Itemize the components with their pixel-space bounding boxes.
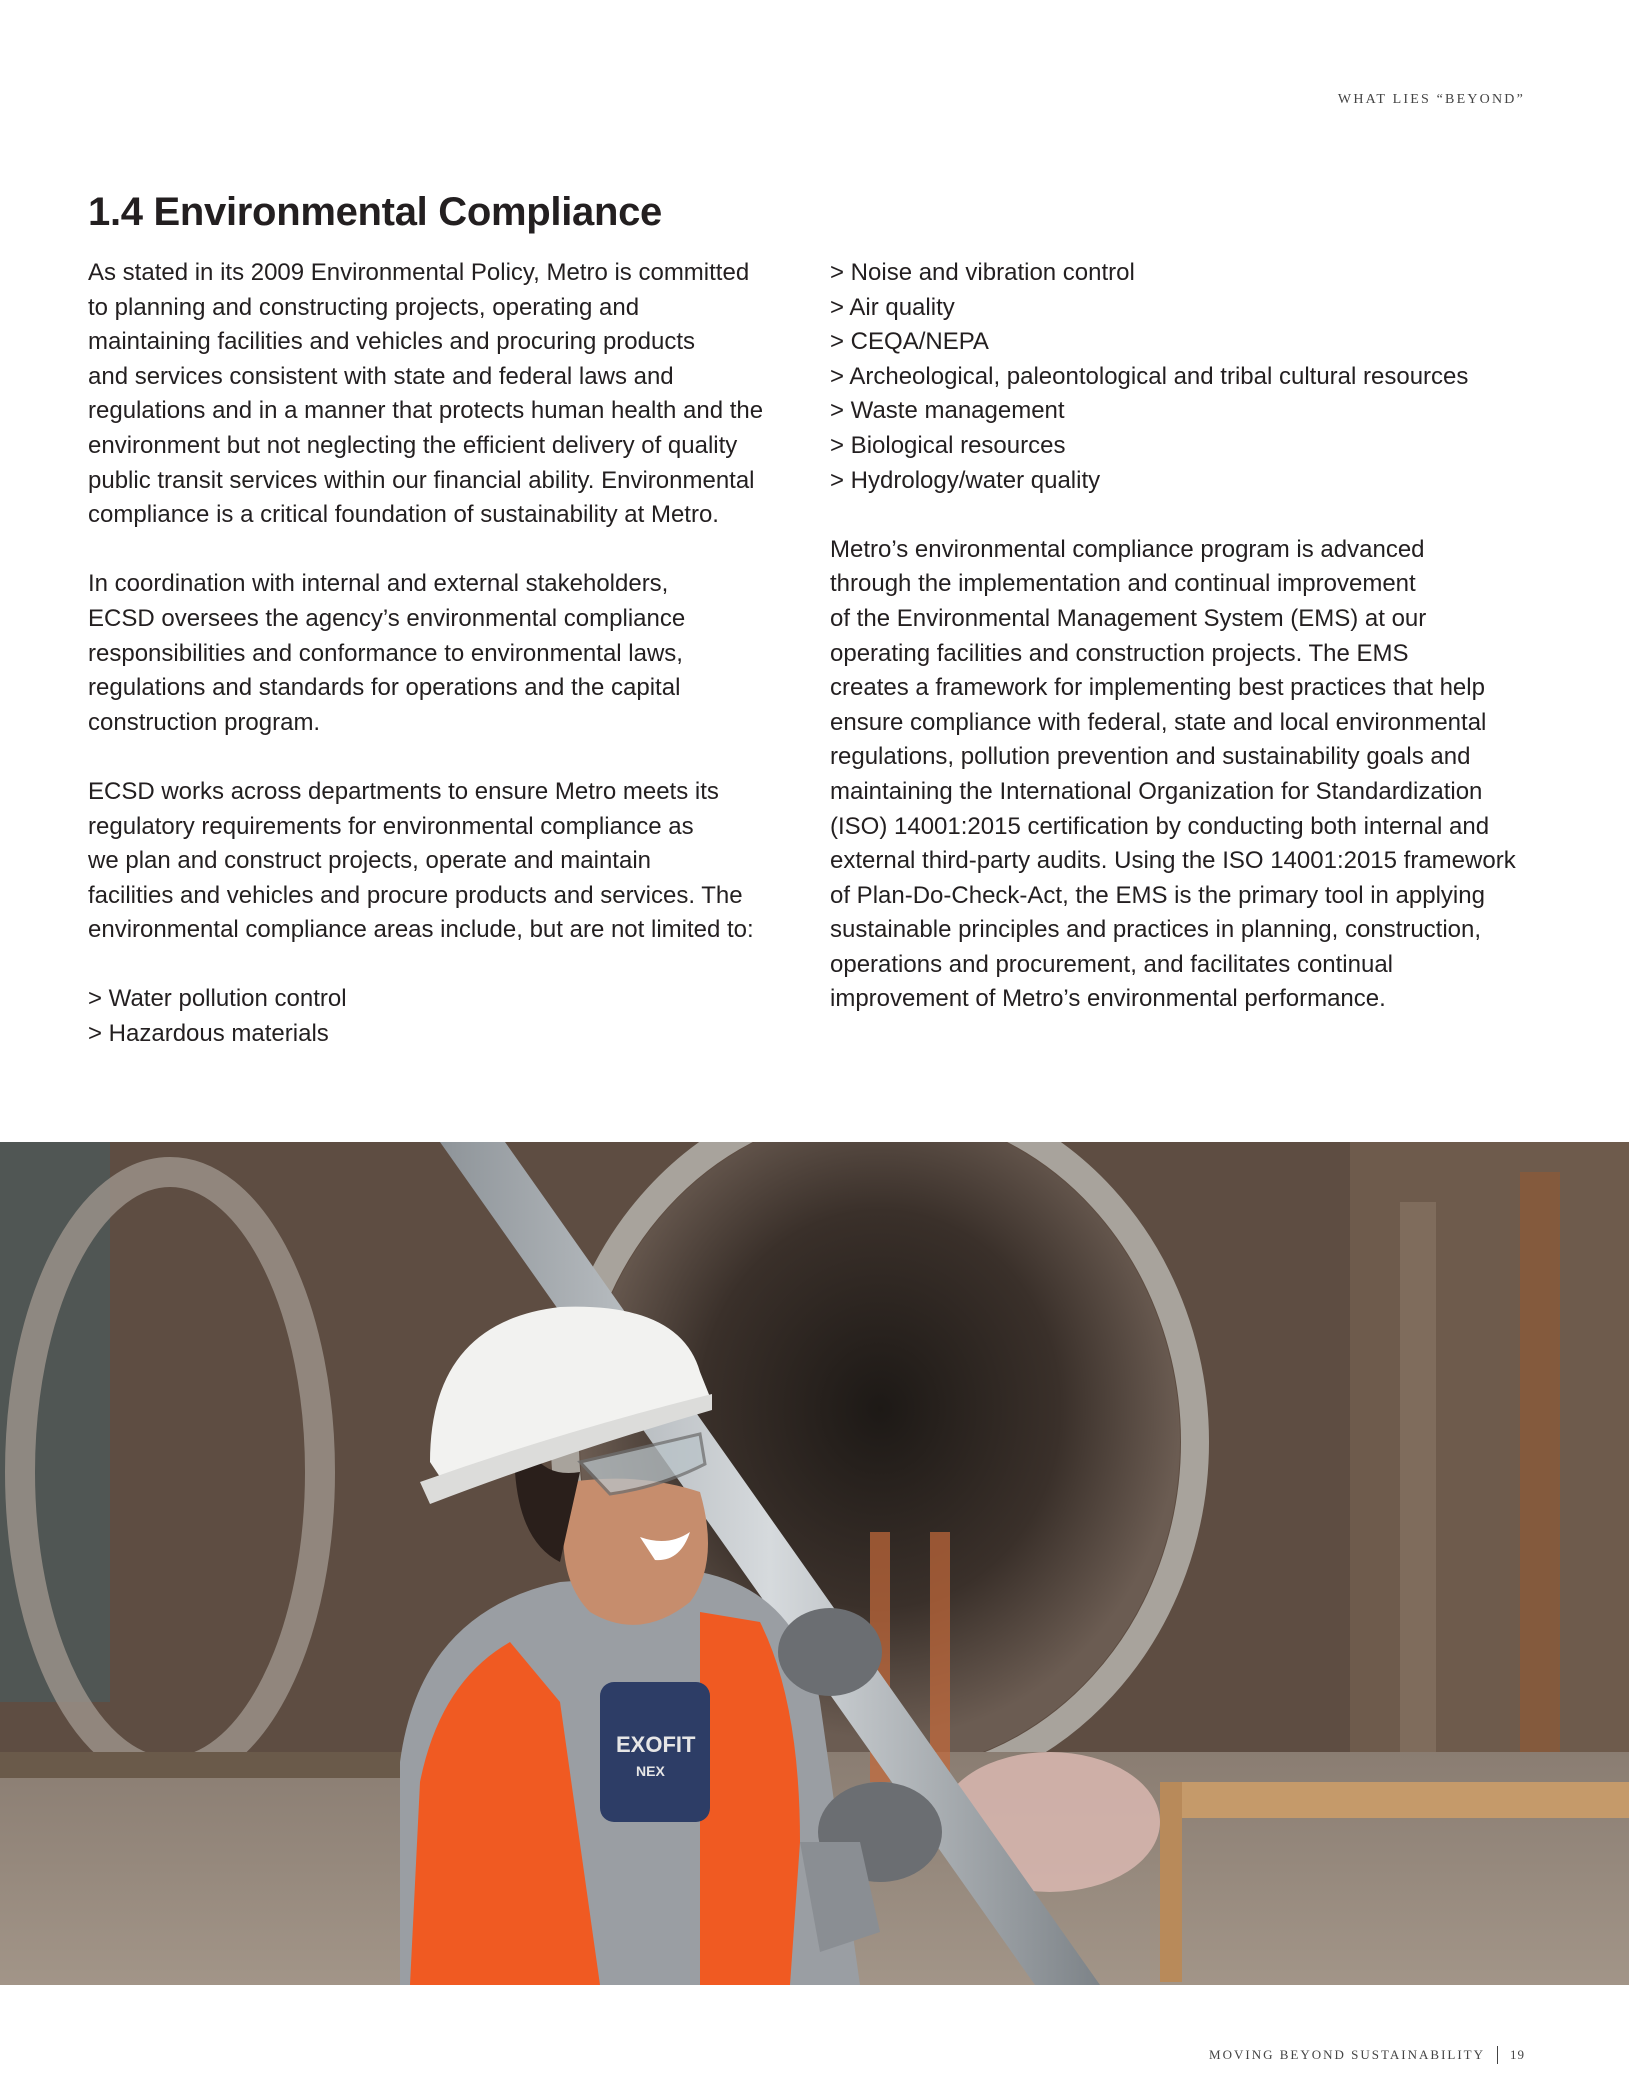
text-line: environment but not neglecting the efficient delivery of quality [88, 431, 738, 459]
ecsd-oversight-paragraph [88, 567, 788, 740]
orange-ladder [930, 1532, 950, 1782]
text-line: (ISO) 14001:2015 certification by conducting both internal and [830, 812, 1490, 840]
text-line: regulations and in a manner that protects human health and the [88, 397, 764, 425]
text-line: compliance is a critical foundation of sustainability at Metro. [88, 501, 719, 529]
list-item: > Hazardous materials [88, 1020, 329, 1048]
text-line: regulations, pollution prevention and sustainability goals and [830, 743, 1471, 771]
text-line: As stated in its 2009 Environmental Policy, Metro is committed [88, 259, 750, 286]
running-header: WHAT LIES “BEYOND” [1337, 92, 1525, 107]
text-line: we plan and construct projects, operate and maintain [88, 847, 652, 875]
wood-post [1160, 1782, 1182, 1982]
text-line: maintaining the International Organization for Standardization [830, 777, 1483, 805]
worker-face [563, 1479, 708, 1625]
text-line: environmental compliance areas include, but are not limited to: [88, 916, 754, 944]
text-line: sustainable principles and practices in planning, construction, [830, 916, 1482, 944]
footer-divider [1497, 2046, 1498, 2064]
wood-rail-right [1160, 1782, 1629, 1818]
text-line: responsibilities and conformance to environmental laws, [88, 639, 683, 667]
policy-paragraph [88, 256, 788, 533]
list-item: > Water pollution control [88, 985, 347, 1013]
footer-title: MOVING BEYOND SUSTAINABILITY [1209, 2047, 1485, 2062]
list-item: > Hydrology/water quality [830, 466, 1101, 494]
list-item: > Waste management [830, 397, 1065, 425]
harness-logo: EXOFIT [616, 1732, 696, 1757]
text-line: public transit services within our financial ability. Environmental [88, 466, 755, 494]
wood-rail-left [0, 1752, 420, 1778]
list-item: > Biological resources [830, 431, 1066, 459]
text-line: construction program. [88, 708, 321, 736]
text-line: improvement of Metro’s environmental performance. [830, 985, 1386, 1013]
right-column [830, 256, 1530, 1052]
compliance-areas-list [88, 982, 788, 1051]
text-line: regulatory requirements for environmental compliance as [88, 812, 694, 840]
text-line: facilities and vehicles and procure products and services. The [88, 881, 743, 909]
text-line: regulations and standards for operations and the capital [88, 674, 681, 702]
text-line: ensure compliance with federal, state and local environmental [830, 708, 1487, 736]
text-line: ECSD works across departments to ensure Metro meets its [88, 777, 719, 805]
page-number: 19 [1510, 2047, 1525, 2062]
harness-sublogo: NEX [636, 1763, 665, 1779]
text-line: of Plan-Do-Check-Act, the EMS is the primary tool in applying [830, 881, 1485, 909]
left-column [88, 256, 788, 1086]
compliance-areas-intro-paragraph [88, 775, 788, 948]
text-line: through the implementation and continual improvement [830, 570, 1416, 598]
photo-illustration [0, 1142, 1629, 1985]
ems-paragraph [830, 533, 1530, 1017]
page-footer [1209, 2046, 1525, 2064]
text-line: and services consistent with state and federal laws and [88, 362, 674, 390]
text-line: creates a framework for implementing best practices that help [830, 674, 1485, 702]
text-line: Metro’s environmental compliance program is advanced [830, 535, 1425, 563]
text-line: external third-party audits. Using the ISO 14001:2015 framework [830, 847, 1516, 875]
list-item: > Air quality [830, 293, 955, 321]
text-line: operating facilities and construction projects. The EMS [830, 639, 1409, 667]
compliance-areas-list-continued [830, 256, 1530, 498]
text-line: maintaining facilities and vehicles and procuring products [88, 328, 696, 356]
text-line: operations and procurement, and facilitates continual [830, 950, 1394, 978]
list-item: > Archeological, paleontological and tribal cultural resources [830, 362, 1469, 390]
text-line: to planning and constructing projects, operating and [88, 293, 640, 321]
text-line: ECSD oversees the agency’s environmental compliance [88, 604, 686, 632]
section-title: 1.4 Environmental Compliance [88, 190, 662, 234]
list-item: > CEQA/NEPA [830, 328, 989, 356]
text-line: of the Environmental Management System (EMS) at our [830, 604, 1427, 632]
construction-worker-photo [0, 1142, 1629, 1985]
gloved-hand-upper [778, 1608, 882, 1696]
text-line: In coordination with internal and external stakeholders, [88, 570, 669, 598]
list-item: > Noise and vibration control [830, 259, 1135, 286]
